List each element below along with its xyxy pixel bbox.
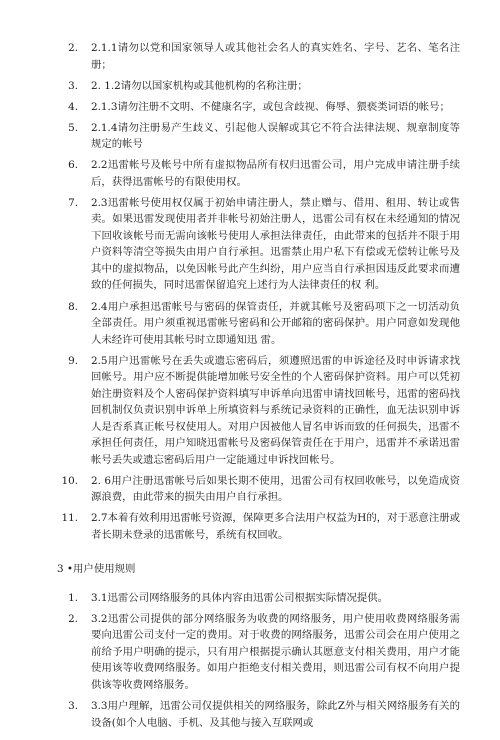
item-text: 2.3迅雷帐号使用权仅属于初始申请注册人，禁止赠与、借用、租用、转让或售卖。如果迅雷发现使用者并非帐号初始注册人，迅雷公司有权在未经通知的情况下回收该帐号而无需向该帐号使用人承担法律责任，由此带来的包括并不限于用户资料等清空等损失由用户自行承担。迅雷禁止用户私下有偿或无偿转让帐号及其中的虚拟物品，以免因帐号此产生纠纷，用户应当自行承担因违反此要求而遭致的任何损失，同时迅雷保留追究上述行为人法律责任的权 利。	[91, 196, 460, 292]
rules-list-section-2	[57, 40, 460, 543]
list-item	[57, 120, 460, 153]
item-text: 2.7本着有效利用迅雷帐号资源，保障更多合法用户权益为H的，对于恶意注册或者长期未登录的迅雷帐号，系统有权回收。	[91, 512, 460, 541]
item-text: 2.2迅雷帐号及帐号中所有虚拟物品所有权归迅雷公司，用户完成申请注册手续后，获得迅雷帐号的有限使用权。	[91, 159, 460, 188]
item-number: 2.	[68, 42, 78, 54]
item-text: 2. 6用户注册迅雷帐号后如果长期不使用，迅雷公司有权回收帐号，以免造成资源浪费，由此带来的损失由用户自行承担。	[91, 474, 460, 504]
item-text: 2. 1.2请勿以国家机构或其他机构的名称注册；	[91, 79, 308, 92]
list-item	[57, 40, 460, 73]
item-text: 2.1.4请勿注册易产生歧义、引起他人误解或其它不符合法律法规、规章制度等规定的帐号	[91, 121, 460, 151]
list-item	[57, 299, 460, 349]
item-number: 2.	[68, 612, 78, 625]
item-number: 4.	[68, 100, 78, 113]
item-text: 2.5用户迅雷帐号在丢失或遗忘密码后，须遵照迅雷的申诉途径及时申诉请求找回帐号。用户应不断提供能增加帐号安全性的个人密码保护资料。用户可以凭初始注册资料及个人密码保护资料填写申诉单向迅雷申请找回帐号，迅雷的密码找回机制仅负责识别申诉单上所填资料与系统记录资料的正确性，血无法识别申诉人是否系真正帐号权使用人。对用户因被他人冒名申诉而致的任何损失，迅雷不承担任何责任，用户知晓迅雷帐号及密码保管责任在于用户，迅雷并不承诺迅雷帐号丢失或遗忘密码后用户一定能通过申诉找回帐号。	[91, 354, 460, 466]
list-item	[57, 473, 460, 506]
item-number: 10.	[61, 474, 78, 487]
item-text: 2.1.1请勿以党和国家领导人或其他社会名人的真实姓名、字号、艺名、笔名注册；	[91, 42, 460, 71]
item-number: 3.	[68, 79, 78, 92]
list-item	[57, 195, 460, 294]
item-number: 7.	[68, 196, 78, 209]
list-item	[57, 510, 460, 543]
list-item	[57, 78, 460, 95]
item-text: 2.1.3请勿注册不文明、不健康名字，或包含歧视、侮辱、猥亵类词语的帐号；	[91, 100, 450, 113]
section-heading: 3 •用户使用规则	[57, 563, 136, 576]
item-number: 3.	[68, 700, 78, 713]
list-item	[57, 99, 460, 116]
item-text: 2.4用户承担迅雷帐号与密码的保管责任，并就其帐号及密码项下之一切活动负全部责任。用户须重视迅雷帐号密码和公开邮箱的密码保护。用户同意如发现他人未经许可使用其帐号时立即通知迅 雷。	[91, 300, 460, 346]
item-text: 3.2迅雷公司提供的部分网络服务为收费的网络服务，用户使用收费网络服务需要向迅雷公司支付一定的费用。对于收费的网络服务，迅雷公司会在用户使用之前给予用户明确的提示，只有用户根据提示确认其愿意支付相关费用，用户才能使用该等收费网络服务。如用户拒绝支付相关费用，则迅雷公司有权不向用户提供该等收费网络服务。	[91, 612, 460, 691]
item-number: 11.	[61, 512, 78, 525]
item-number: 5.	[68, 121, 78, 134]
item-number: 8.	[68, 300, 78, 313]
item-text: 3.1迅雷公司网络服务的具体内容由迅雷公司根据实际情况提供。	[91, 591, 389, 604]
item-number: 6.	[68, 159, 78, 172]
list-item	[57, 590, 460, 607]
list-item	[57, 353, 460, 469]
list-item	[57, 157, 460, 190]
list-item	[57, 698, 460, 731]
item-number: 9.	[68, 354, 78, 367]
rules-list-section-3	[57, 590, 460, 731]
item-text: 3.3用户理解，迅雷公司仅提供相关的网络服务，除此Z外与相关网络服务有关的设备(如个人电脑、手机、及其他与接入互联网或	[91, 700, 460, 729]
list-item	[57, 611, 460, 694]
item-number: 1.	[68, 591, 78, 604]
